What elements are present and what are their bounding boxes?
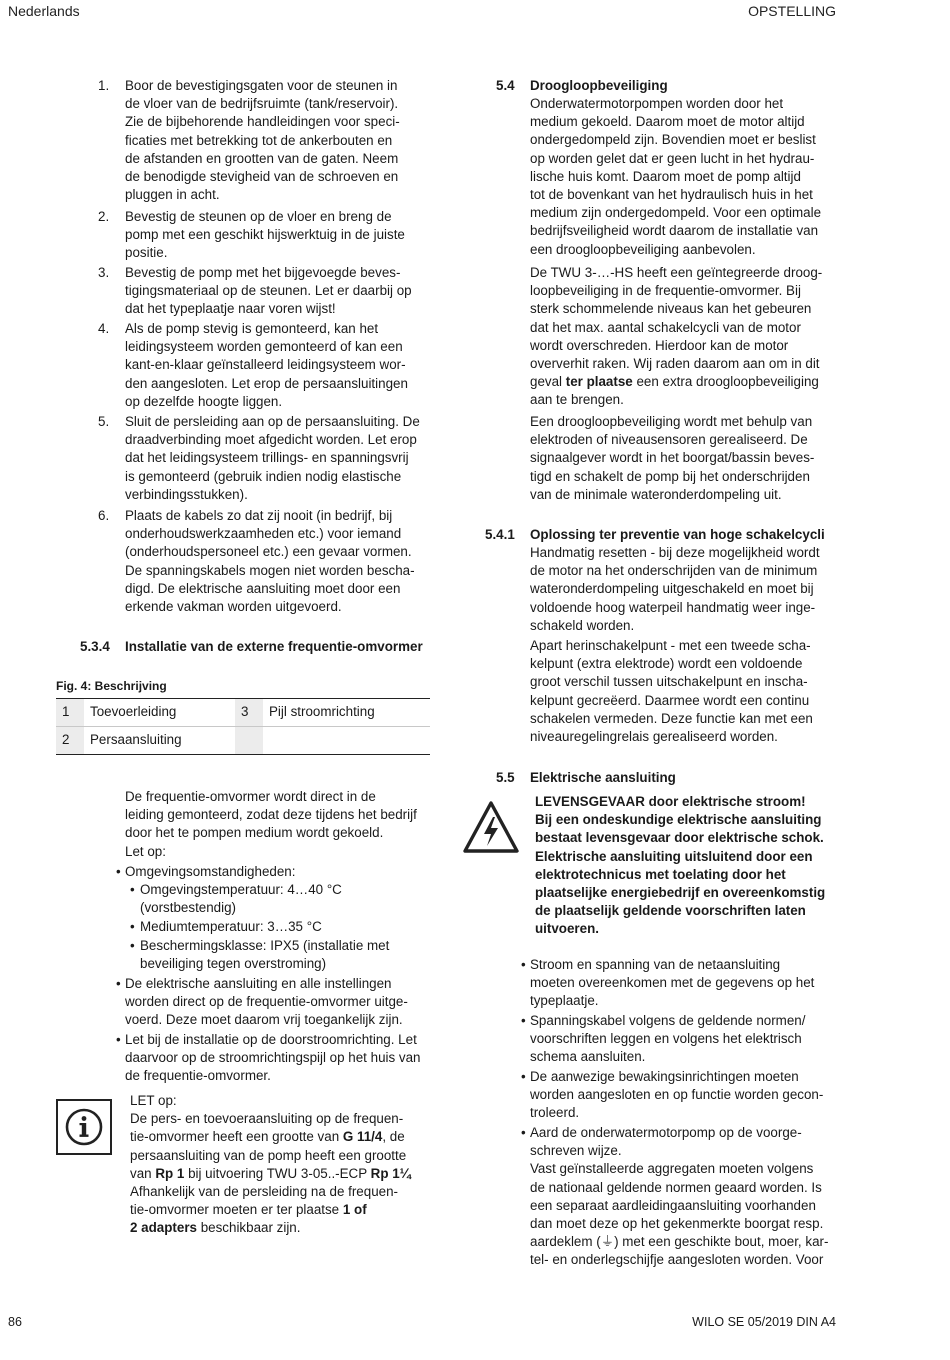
section-title: Oplossing ter preventie van hoge schakelcycli [530,527,825,542]
list-item: De aanwezige bewakingsinrichtingen moeten worden aangesloten en op functie worden gecon- troleerd. [530,1069,824,1121]
bullet-icon: • [521,957,526,972]
note-text: LET op: De pers- en toevoeraansluiting op de frequen- tie-omvormer heeft een grootte van G 11/4, de persaansluiting van de pomp heeft een grootte van Rp 1 bij uitvoering TWU 3-05..-ECP Rp 1¼ Afhankelijk van de persleiding na de frequen- tie-omvormer moeten er ter plaatse 1 of 2 adapters beschikbaar zijn. [130,1093,411,1236]
step-number: 6. [98,508,110,523]
paragraph: Apart herinschakelpunt - met een tweede scha- kelpunt (extra elektrode) wordt een voldoende groot verschil tussen uitschakelpunt en inscha- kelpunt gecreëerd. Daarmee wordt een continu schakelen vermeden. Deze functie kan met een niveauregelingrelais gerealiseerd worden. [530,638,813,745]
list-item: De elektrische aansluiting en alle instellingen worden direct op de frequentie-omvormer uitge- voerd. Deze moet daarom vrij toegankelijk zijn. [125,976,408,1028]
bullet-icon: • [116,864,121,879]
list-item: Aard de onderwatermotorpomp op de voorge- schreven wijze. Vast geïnstalleerde aggregaten moeten volgens de nationaal geldende normen geaard worden. Is een separaat aardleidingaansluiting voorhanden dan moet deze op het gekenmerkte boorgat resp. aardeklem (⏚) met een geschikte bout, moer, kar- tel- en onderlegschijfje aangesloten worden. Voor [530,1125,829,1268]
step-number: 3. [98,265,110,280]
paragraph: Onderwatermotorpompen worden door het medium gekoeld. Daarom moet de motor altijd ondergedompeld zijn. Bovendien moet er beslist op worden gelet dat er geen lucht in het hydrau- lische huis komt. Daarom moet de pomp altijd tot de bovenkant van het hydraulisch huis in het medium zijn ondergedompeld. Voor een optimale bedrijfsveiligheid wordt daarom de installatie van een droogloopbeveiliging aanbevolen. [530,96,822,257]
step-text: Boor de bevestigingsgaten voor de steunen in de vloer van de bedrijfsruimte (tank/reservoir). Zie de bijbehorende handleidingen voor speci- ficaties met betrekking tot de ankerbouten en de afstanden en grootten van de gaten. Neem de benodigde stevigheid van de schroeven en pluggen in acht. [125,78,400,203]
step-text: Plaats de kabels zo dat zij nooit (in bedrijf, bij onderhoudswerkzaamheden etc.) voor iemand (onderhoudspersoneel etc.) een gevaar vormen. De spanningskabels mogen niet worden bescha- digd. De elektrische aansluiting moet door een erkende vakman worden uitgevoerd. [125,508,415,615]
footer-publisher: WILO SE 05/2019 DIN A4 [692,1315,836,1329]
step-text: Bevestig de pomp met het bijgevoegde beves- tigingsmateriaal op de steunen. Let er daarbij op dat het typeplaatje naar voren wijst! [125,265,412,317]
freq-intro: De frequentie-omvormer wordt direct in de leiding gemonteerd, zodat deze tijdens het bedrijf door het te pompen medium wordt gekoeld. Let op: [125,789,417,859]
list-item: Spanningskabel volgens de geldende normen/ voorschriften leggen en volgens het elektrisch schema aansluiten. [530,1013,806,1065]
list-item: Beschermingsklasse: IPX5 (installatie met beveiliging tegen overstroming) [140,938,390,972]
bullet-icon: • [116,1032,121,1047]
table-row [56,727,430,755]
table-cell: Pijl stroomrichting [263,699,430,727]
bullet-icon: • [130,938,135,953]
step-number: 2. [98,209,110,224]
header-section: OPSTELLING [748,3,836,19]
list-item: Let bij de installatie op de doorstroomrichting. Let daarvoor op de stroomrichtingspijl op het huis van de frequentie-omvormer. [125,1032,421,1084]
info-icon [56,1099,112,1155]
electric-hazard-icon [462,800,520,859]
table-cell: 1 [56,699,84,727]
list-item: Mediumtemperatuur: 3…35 °C [140,919,322,934]
bullet-icon: • [116,976,121,991]
table-cell: Persaansluiting [84,727,235,755]
bullet-icon: • [130,919,135,934]
bullet-icon: • [521,1069,526,1084]
bullet-icon: • [130,882,135,897]
figure-legend-table [56,698,430,755]
step-text: Bevestig de steunen op de vloer en breng de pomp met een geschikt hijswerktuig in de juiste positie. [125,209,405,261]
paragraph: Handmatig resetten - bij deze mogelijkheid wordt de motor na het onderschrijden van de minimum wateronderdompeling uitgeschakeld en moet bij voldoende hoog waterpeil handmatig weer inge- schakeld worden. [530,545,820,633]
list-item: Omgevingsomstandigheden: [125,864,296,879]
page-number: 86 [8,1315,22,1329]
section-number: 5.5 [496,770,515,785]
table-row [56,699,430,727]
warning-text: LEVENSGEVAAR door elektrische stroom! Bij een ondeskundige elektrische aansluiting bestaat levensgevaar door elektrische schok. Elektrische aansluiting uitsluitend door een elektrotechnicus met toelating door het plaatselijke energiebedrijf en overeenkomstig de plaatselijk geldende voorschriften laten uitvoeren. [535,794,826,937]
figure-caption: Fig. 4: Beschrijving [56,679,167,693]
bullet-icon: • [521,1013,526,1028]
section-title: Elektrische aansluiting [530,770,676,785]
paragraph: Een droogloopbeveiliging wordt met behulp van elektroden of niveausensoren gerealiseerd. De signaalgever wordt in het boorgat/bassin beves- tigd en schakelt de pomp bij het onderschrijden van de minimale wateronderdompeling uit. [530,414,815,502]
step-number: 4. [98,321,110,336]
section-title: Installatie van de externe frequentie-omvormer [125,639,423,654]
step-number: 5. [98,414,110,429]
list-item: Omgevingstemperatuur: 4…40 °C (vorstbestendig) [140,882,342,916]
step-text: Sluit de persleiding aan op de persaansluiting. De draadverbinding moet afgedicht worden. Let erop dat het leidingsysteem trillings- en spanningsvrij is gemonteerd (gebruik indien nodig elastische verbindingsstukken). [125,414,420,502]
paragraph: De TWU 3-…-HS heeft een geïntegreerde droog- loopbeveiliging in de frequentie-omvormer. Bij sterk schommelende niveaus kan het gebeuren dat het max. aantal schakelcycli van de motor wordt overschreden. Hierdoor kan de motor oververhit raken. Wij raden daarom aan om in dit geval ter plaatse een extra droogloopbeveiliging aan te brengen. [530,265,823,408]
step-text: Als de pomp stevig is gemonteerd, kan het leidingsysteem worden gemonteerd of kan een kant-en-klaar geïnstalleerd leidingsysteem wor- den aangesloten. Let erop de persaansluitingen op dezelfde hoogte liggen. [125,321,408,409]
step-number: 1. [98,78,110,93]
section-number: 5.4.1 [485,527,515,542]
header-language: Nederlands [8,3,80,19]
section-number: 5.3.4 [80,639,110,654]
section-number: 5.4 [496,78,515,93]
list-item: Stroom en spanning van de netaansluiting moeten overeenkomen met de gegevens op het typeplaatje. [530,957,815,1009]
table-cell: 3 [235,699,263,727]
table-cell [263,727,430,755]
bullet-icon: • [521,1125,526,1140]
table-cell: Toevoerleiding [84,699,235,727]
table-cell [235,727,263,755]
table-cell: 2 [56,727,84,755]
section-title: Droogloopbeveiliging [530,78,668,93]
